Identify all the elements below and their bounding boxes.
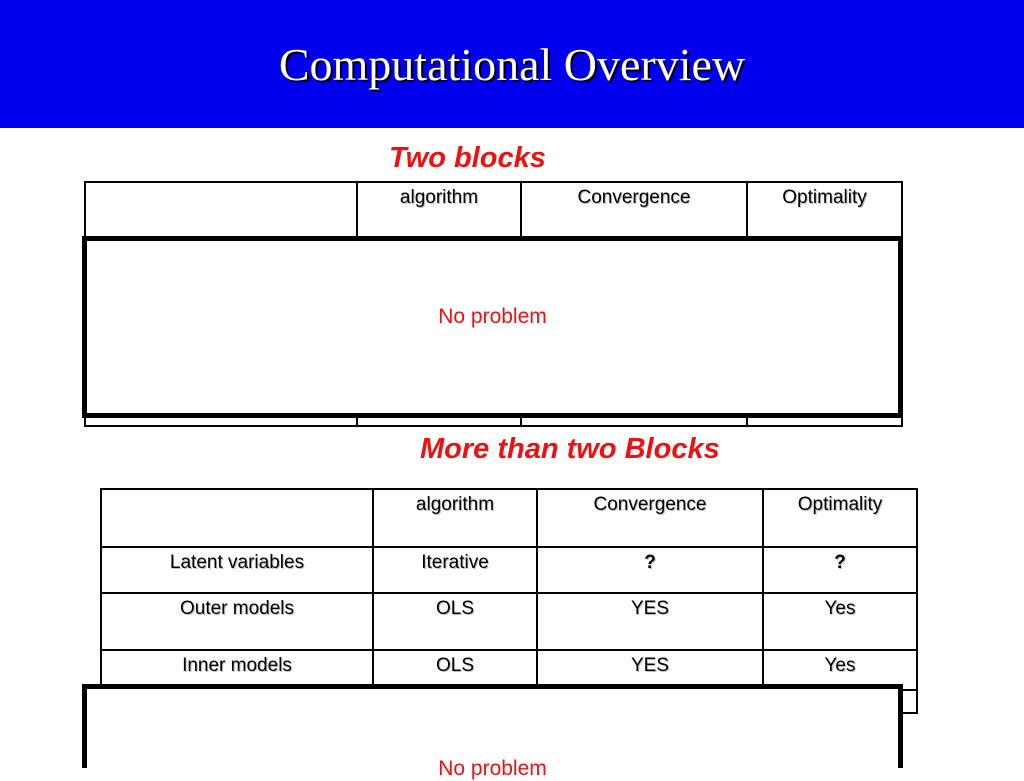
two-blocks-heading: Two blocks <box>389 142 546 174</box>
optimality-cell: ? <box>763 547 917 593</box>
optimality-cell: Yes <box>763 650 917 690</box>
algorithm-cell: Iterative <box>373 547 537 593</box>
header-cell-algorithm: algorithm <box>373 489 537 547</box>
more-blocks-table <box>100 488 918 714</box>
algorithm-cell: OLS <box>373 650 537 690</box>
header-cell-algorithm: algorithm <box>357 182 521 238</box>
row-label-cell: Latent variables <box>101 547 373 593</box>
convergence-cell: YES <box>537 650 763 690</box>
header-cell-optimality: Optimality <box>747 182 902 238</box>
table-row <box>101 593 917 650</box>
more-blocks-overlay-text: No problem <box>438 757 547 780</box>
header-cell-empty <box>85 182 357 238</box>
header-cell-empty <box>101 489 373 547</box>
two-blocks-overlay-text: No problem <box>438 305 547 328</box>
two-blocks-overlay-box <box>82 236 903 418</box>
table-header-row <box>85 182 902 238</box>
title-bar <box>0 0 1024 128</box>
row-label-cell: Outer models <box>101 593 373 650</box>
table-row <box>101 547 917 593</box>
row-label-cell: Inner models <box>101 650 373 690</box>
header-cell-convergence: Convergence <box>537 489 763 547</box>
table-header-row <box>101 489 917 547</box>
convergence-cell: ? <box>537 547 763 593</box>
optimality-cell: Yes <box>763 593 917 650</box>
header-cell-convergence: Convergence <box>521 182 747 238</box>
convergence-cell: YES <box>537 593 763 650</box>
more-blocks-overlay-box <box>82 684 903 780</box>
more-blocks-heading: More than two Blocks <box>420 433 720 465</box>
header-cell-optimality: Optimality <box>763 489 917 547</box>
slide-title: Computational Overview <box>278 39 746 90</box>
algorithm-cell: OLS <box>373 593 537 650</box>
